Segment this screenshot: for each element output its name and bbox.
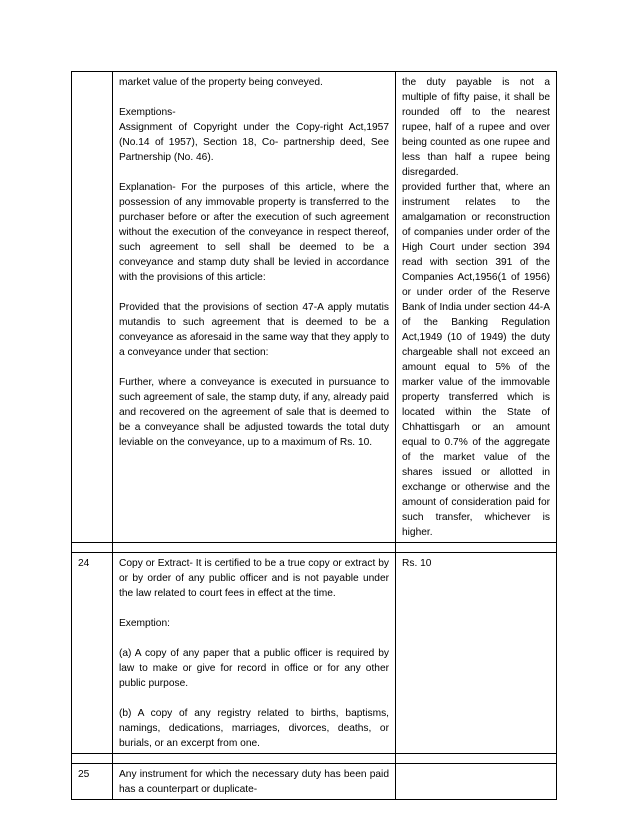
table-row (72, 72, 557, 543)
article-number-cell: 25 (72, 764, 113, 800)
exemption-item-b: (b) A copy of any registry related to births, baptisms, namings, dedications, marriages, divorces, deaths, or burials, or an excerpt from one. (119, 708, 389, 749)
explanation-paragraph: Explanation- For the purposes of this article, where the possession of any immovable property is transferred to the purchaser before or after the execution of such agreement without the execution of the conveyance in respect thereof, such agreement to sell shall be deemed to be a conveyance and stamp duty shall be levied in accordance with the provisions of this article: (119, 182, 389, 283)
stamp-duty-table (71, 71, 557, 800)
table-row (72, 764, 557, 800)
description-cell (113, 553, 396, 754)
row-spacer (72, 543, 557, 553)
further-paragraph: Further, where a conveyance is executed in pursuance to such agreement of sale, the stamp duty, if any, already paid and recovered on the agreement of sale that is deemed to be a conveyance shall be adjusted towards the total duty leviable on the conveyance, up to a maximum of Rs. 10. (119, 377, 389, 448)
description-paragraph: Any instrument for which the necessary duty has been paid has a counterpart or duplicate- (119, 769, 389, 795)
duty-cell: the duty payable is not a multiple of fifty paise, it shall be rounded off to the nearest rupee, half of a rupee and over being counted as one rupee and less than half a rupee being disregarded. provided further that, where an instrument relates to the amalgamation or reconstruction of companies under order of the High Court under section 394 read with section 391 of the Companies Act,1956(1 of 1956) or under order of the Reserve Bank of India under section 44-A of the Banking Regulation Act,1949 (10 of 1949) the duty chargeable shall not exceed an amount equal to 5% of the marker value of the immovable property transferred which is located within the State of Chhattisgarh or an amount equal to 0.7% of the aggregate of the market value of the shares issued or allotted in exchange or otherwise and the amount of consideration paid for such transfer, whichever is higher. (396, 72, 557, 543)
description-cell (113, 72, 396, 543)
description-cell (113, 764, 396, 800)
duty-cell: Rs. 10 (396, 553, 557, 754)
row-spacer (72, 754, 557, 764)
article-number-cell (72, 72, 113, 543)
exemptions-paragraph: Exemptions- Assignment of Copyright under the Copy-right Act,1957 (No.14 of 1957), Section 18, Co- partnership deed, See Partnership (No. 46). (119, 107, 389, 163)
proviso-paragraph: Provided that the provisions of section 47-A apply mutatis mutandis to such agreement that is deemed to be a conveyance as aforesaid in the same way that they apply to a conveyance under that section: (119, 302, 389, 358)
duty-cell (396, 764, 557, 800)
description-paragraph: market value of the property being conveyed. (119, 77, 323, 88)
table-row (72, 553, 557, 754)
description-paragraph: Copy or Extract- It is certified to be a true copy or extract by or by order of any public officer and is not payable under the law related to court fees in effect at the time. (119, 558, 389, 599)
exemption-item-a: (a) A copy of any paper that a public officer is required by law to make or give for record in office or for any other public purpose. (119, 648, 389, 689)
exemption-heading: Exemption: (119, 618, 170, 629)
article-number-cell: 24 (72, 553, 113, 754)
